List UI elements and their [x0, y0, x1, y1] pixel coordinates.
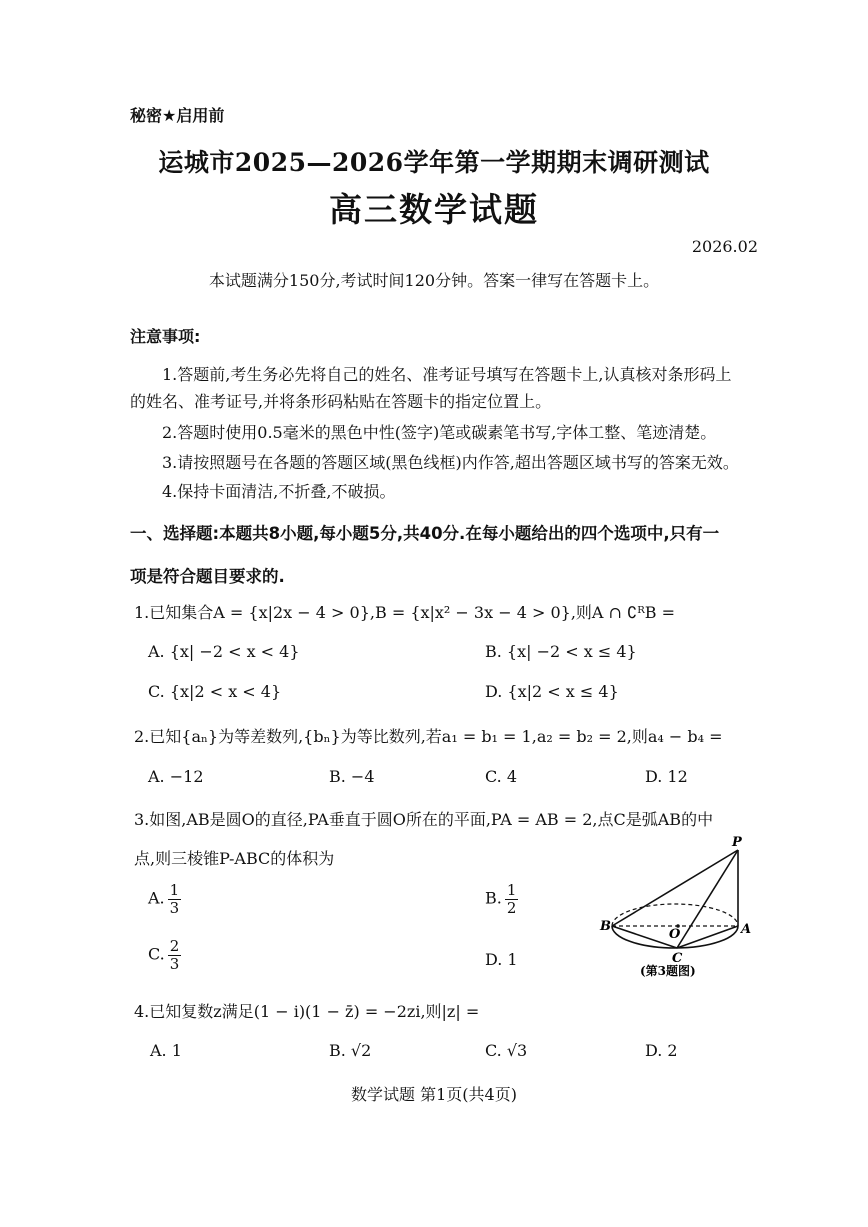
fraction — [168, 882, 182, 916]
question-3-option-b — [485, 882, 518, 916]
question-4-option-b: B. √2 — [329, 1041, 372, 1060]
fraction-denominator: 3 — [169, 954, 180, 973]
figure-caption: (第3题图) — [640, 964, 696, 978]
question-4-stem: 4.已知复数z满足(1 − i)(1 − z̄) = −2zi,则|z| = — [134, 1002, 480, 1021]
exam-date: 2026.02 — [691, 237, 758, 256]
fraction-numerator: 2 — [169, 937, 180, 955]
note-item-4: 4.保持卡面清洁,不折叠,不破损。 — [162, 482, 396, 501]
section-heading-cont: 项是符合题目要求的. — [130, 567, 285, 586]
note-item-1-cont: 的姓名、准考证号,并将条形码粘贴在答题卡的指定位置上。 — [130, 392, 552, 411]
exam-intro: 本试题满分150分,考试时间120分钟。答案一律写在答题卡上。 — [208, 271, 660, 290]
question-3-option-a — [148, 882, 181, 916]
question-4-option-a: A. 1 — [150, 1041, 182, 1060]
label-b: B — [600, 919, 611, 934]
exam-subject-title: 高三数学试题 — [329, 190, 539, 229]
note-item-1: 1.答题前,考生务必先将自己的姓名、准考证号填写在答题卡上,认真核对条形码上 — [162, 365, 732, 384]
question-3-option-d: D. 1 — [485, 950, 518, 969]
note-item-2: 2.答题时使用0.5毫米的黑色中性(签字)笔或碳素笔书写,字体工整、笔迹清楚。 — [162, 423, 717, 442]
segment-pb — [612, 850, 738, 926]
segment-pc — [677, 850, 738, 948]
question-3-option-c — [148, 938, 181, 972]
question-1-option-d: D. {x|2 < x ≤ 4} — [485, 682, 619, 701]
fraction — [168, 938, 182, 972]
question-2-option-d: D. 12 — [645, 767, 688, 786]
fraction — [505, 882, 519, 916]
label-o: O — [669, 927, 681, 942]
section-heading: 一、选择题:本题共8小题,每小题5分,共40分.在每小题给出的四个选项中,只有一 — [130, 524, 720, 543]
question-3-stem: 3.如图,AB是圆O的直径,PA垂直于圆O所在的平面,PA = AB = 2,点C是弧AB的中 — [134, 810, 714, 829]
notes-title: 注意事项: — [130, 327, 201, 346]
question-2-option-a: A. −12 — [148, 767, 204, 786]
option-letter: C. — [148, 944, 165, 964]
label-a: A — [741, 922, 752, 937]
note-item-3: 3.请按照题号在各题的答题区域(黑色线框)内作答,超出答题区域书写的答案无效。 — [162, 453, 739, 472]
question-1-stem: 1.已知集合A = {x|2x − 4 > 0},B = {x|x² − 3x − 4 > 0},则A ∩ ∁ᴿB = — [134, 603, 676, 622]
secret-mark: 秘密★启用前 — [130, 106, 225, 125]
question-1-option-b: B. {x| −2 < x ≤ 4} — [485, 642, 637, 661]
option-letter: A. — [148, 888, 165, 908]
page-footer: 数学试题 第1页(共4页) — [351, 1085, 517, 1104]
question-4-option-d: D. 2 — [645, 1041, 678, 1060]
fraction-numerator: 1 — [169, 881, 180, 899]
fraction-denominator: 3 — [169, 898, 180, 917]
question-2-stem: 2.已知{aₙ}为等差数列,{bₙ}为等比数列,若a₁ = b₁ = 1,a₂ = b₂ = 2,则a₄ − b₄ = — [134, 727, 723, 746]
label-c: C — [672, 951, 683, 966]
question-2-option-b: B. −4 — [329, 767, 375, 786]
question-1-option-c: C. {x|2 < x < 4} — [148, 682, 282, 701]
option-letter: B. — [485, 888, 502, 908]
question-3-figure — [598, 830, 768, 980]
question-4-option-c: C. √3 — [485, 1041, 528, 1060]
question-1-option-a: A. {x| −2 < x < 4} — [148, 642, 300, 661]
question-3-stem-cont: 点,则三棱锥P-ABC的体积为 — [134, 849, 335, 868]
exam-title: 运城市2025—2026学年第一学期期末调研测试 — [158, 148, 710, 177]
question-2-option-c: C. 4 — [485, 767, 518, 786]
label-p: P — [732, 835, 742, 850]
fraction-numerator: 1 — [506, 881, 517, 899]
fraction-denominator: 2 — [506, 898, 517, 917]
